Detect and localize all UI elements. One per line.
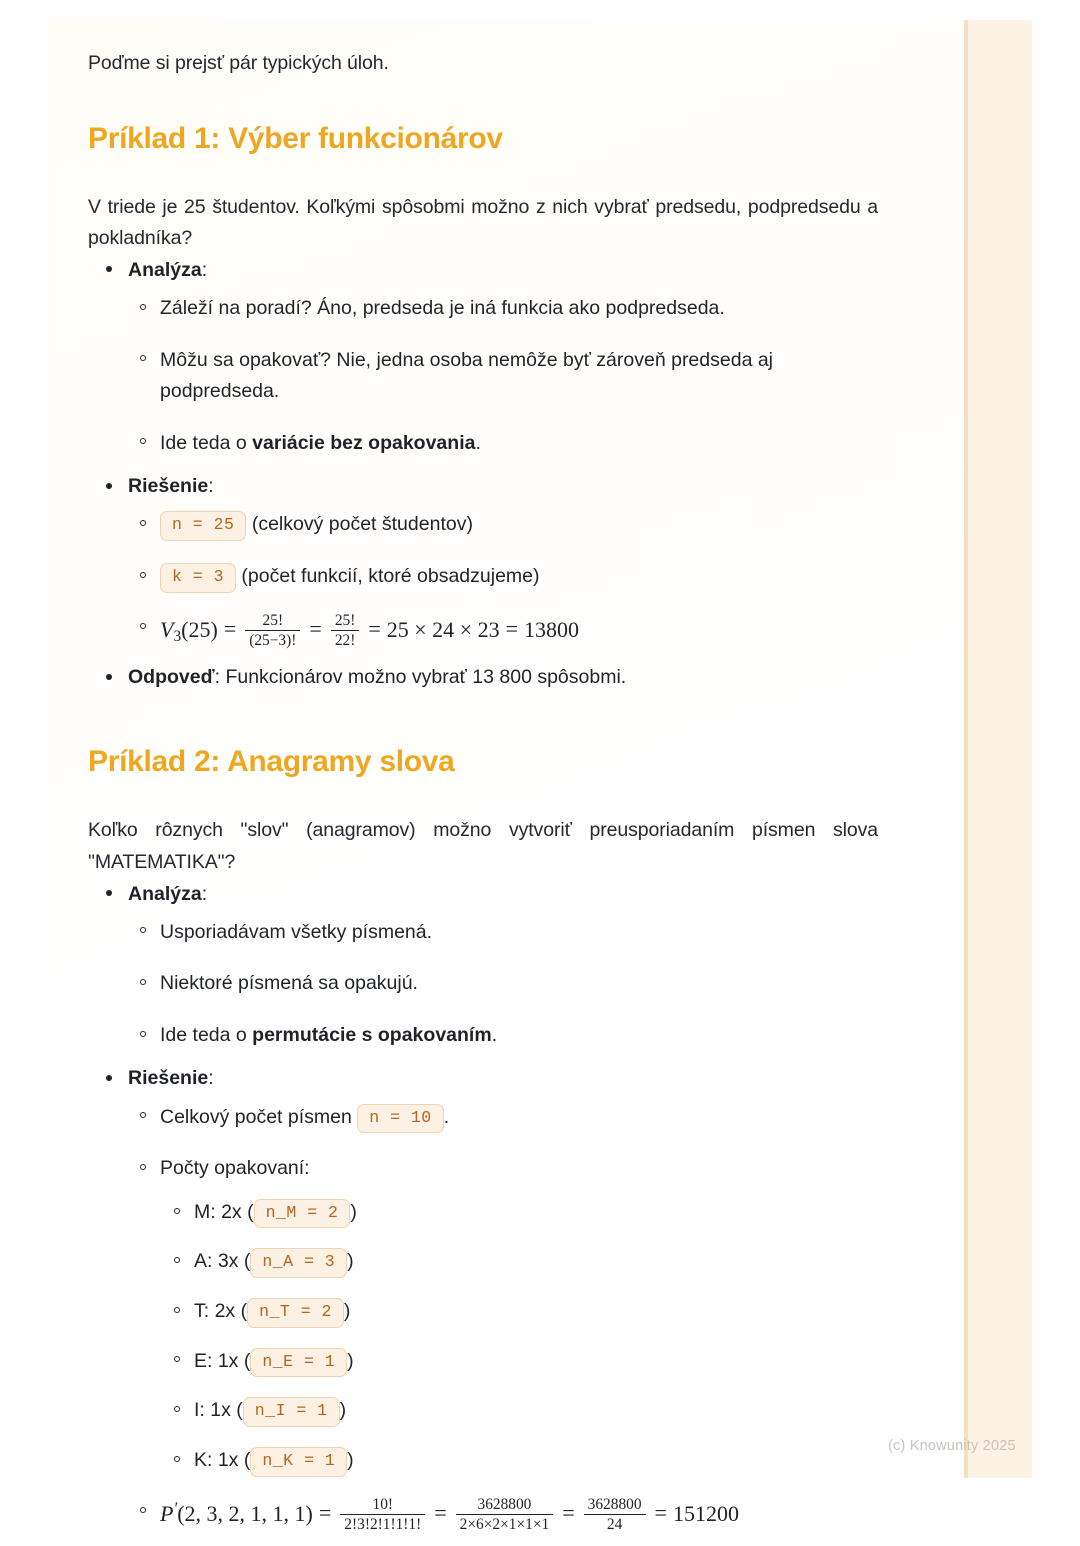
- bullet-circle-icon: [140, 1031, 146, 1037]
- code-note: (počet funkcií, ktoré obsadzujeme): [236, 565, 540, 588]
- letter-suffix: ): [347, 1250, 354, 1273]
- bullet-circle-icon: [174, 1208, 180, 1214]
- conclusion-term: permutácie s opakovaním: [252, 1023, 492, 1046]
- list-item: [128, 917, 878, 949]
- bullet-circle-icon: [174, 1356, 180, 1362]
- formula-equals: =: [434, 1500, 447, 1526]
- letter-suffix: ): [347, 1448, 354, 1471]
- code-chip-letter: n_T = 2: [247, 1298, 344, 1328]
- analysis-item-text: Niektoré písmená sa opakujú.: [160, 972, 418, 995]
- list-item: [160, 1296, 878, 1328]
- code-note: (celkový počet študentov): [246, 513, 473, 536]
- bullet-circle-icon: [140, 979, 146, 985]
- list-item: [128, 345, 878, 408]
- bullet-disc-icon: [106, 674, 112, 680]
- example-2-formula: [160, 1497, 739, 1535]
- formula-prime: ′: [173, 1497, 178, 1517]
- formula-fraction: [331, 612, 360, 650]
- letter-prefix: T: 2x (: [194, 1300, 248, 1323]
- bullet-disc-icon: [106, 266, 112, 272]
- total-letters-suffix: .: [443, 1105, 450, 1128]
- letter-counts-list: [160, 1197, 878, 1477]
- fraction-denominator: 24: [584, 1514, 646, 1533]
- formula-product: 25 × 24 × 23: [386, 616, 500, 642]
- bullet-circle-icon: [140, 304, 146, 310]
- letter-suffix: ): [339, 1399, 347, 1422]
- letter-prefix: A: 3x (: [194, 1250, 251, 1273]
- conclusion-term: variácie bez opakovania: [252, 431, 476, 454]
- solution-label: Riešenie: [128, 475, 209, 498]
- formula-argument: (2, 3, 2, 1, 1, 1): [177, 1500, 313, 1526]
- bullet-circle-icon: [140, 572, 146, 578]
- letter-prefix: I: 1x (: [194, 1399, 243, 1422]
- code-chip-k: k = 3: [160, 563, 236, 593]
- letter-prefix: K: 1x (: [194, 1448, 251, 1471]
- list-item: [128, 293, 878, 325]
- bullet-circle-icon: [174, 1257, 180, 1263]
- document-content: [88, 48, 878, 1546]
- analysis-item-text: Usporiadávam všetky písmená.: [160, 920, 433, 943]
- conclusion-suffix: .: [491, 1023, 498, 1046]
- bullet-circle-icon: [174, 1406, 180, 1412]
- bullet-circle-icon: [140, 1507, 146, 1513]
- fraction-denominator: (25−3)!: [245, 630, 300, 649]
- total-letters-prefix: Celkový počet písmen: [160, 1105, 358, 1128]
- formula-function: P: [160, 1500, 174, 1526]
- conclusion-prefix: Ide teda o: [160, 1023, 253, 1046]
- analysis-item-text: Môžu sa opakovať? Nie, jedna osoba nemôže byť zároveň predseda aj podpredseda.: [160, 348, 774, 403]
- list-item: [128, 613, 878, 651]
- list-item: [128, 1497, 878, 1535]
- code-chip-n-total: n = 10: [357, 1104, 443, 1134]
- lead-paragraph: Poďme si prejsť pár typických úloh.: [88, 52, 389, 74]
- solution-colon: :: [208, 1067, 214, 1090]
- analysis-label: Analýza: [128, 882, 202, 905]
- fraction-numerator: 25!: [262, 611, 284, 629]
- bullet-circle-icon: [140, 520, 146, 526]
- example-1-list: [88, 255, 878, 694]
- formula-argument: (25): [181, 616, 218, 642]
- list-item: [128, 509, 878, 541]
- fraction-denominator: 2!3!2!1!1!1!: [340, 1514, 425, 1533]
- letter-prefix: E: 1x (: [194, 1349, 251, 1372]
- example-1-analysis-sublist: [128, 293, 878, 459]
- code-chip-letter: n_E = 1: [250, 1348, 347, 1378]
- formula-equals: =: [368, 616, 381, 642]
- formula-fraction: [245, 612, 300, 650]
- fraction-numerator: 10!: [372, 1495, 394, 1513]
- formula-function: V: [160, 616, 174, 642]
- conclusion-suffix: .: [475, 431, 481, 454]
- formula-equals: =: [505, 616, 519, 642]
- bullet-circle-icon: [140, 438, 146, 444]
- list-item: [160, 1197, 878, 1229]
- formula-equals: =: [318, 1500, 332, 1526]
- example-2-analysis-item: [88, 879, 878, 1052]
- example-2-solution-sublist: [128, 1102, 878, 1534]
- analysis-item-text: Záleží na poradí? Áno, predseda je iná funkcia ako podpredseda.: [160, 296, 725, 319]
- example-2-heading: Príklad 2: Anagramy slova: [88, 745, 455, 779]
- example-1-solution-sublist: [128, 509, 878, 650]
- formula-result: 151200: [672, 1500, 739, 1526]
- bullet-disc-icon: [106, 890, 112, 896]
- code-chip-letter: n_I = 1: [243, 1397, 340, 1427]
- example-2-solution-item: [88, 1063, 878, 1534]
- analysis-colon: :: [201, 882, 208, 905]
- bullet-circle-icon: [174, 1456, 180, 1462]
- bullet-circle-icon: [140, 355, 146, 361]
- example-1-analysis-item: [88, 255, 878, 460]
- example-1-solution-item: [88, 471, 878, 650]
- list-item: [160, 1445, 878, 1477]
- code-chip-letter: n_M = 2: [254, 1199, 351, 1229]
- formula-equals: =: [562, 1500, 575, 1526]
- letter-suffix: ): [343, 1300, 351, 1323]
- list-item: [160, 1346, 878, 1378]
- fraction-denominator: 22!: [331, 630, 360, 649]
- solution-label: Riešenie: [128, 1067, 209, 1090]
- list-item: [160, 1246, 878, 1278]
- bullet-circle-icon: [174, 1307, 180, 1313]
- bullet-disc-icon: [106, 483, 112, 489]
- formula-result: 13800: [524, 616, 580, 642]
- letter-suffix: ): [347, 1349, 354, 1372]
- formula-equals: =: [223, 616, 237, 642]
- letter-suffix: ): [350, 1200, 357, 1223]
- formula-equals: =: [309, 616, 322, 642]
- list-item: [128, 968, 878, 1000]
- watermark: (c) Knowunity 2025: [888, 1438, 1016, 1454]
- list-item: [128, 1020, 878, 1052]
- list-item: [128, 1102, 878, 1134]
- example-1-formula: [160, 613, 579, 651]
- list-item: [128, 1153, 878, 1476]
- example-2-problem: Koľko rôznych "slov" (anagramov) možno vytvoriť preusporiadaním písmen slova "MATEMATIKA"?: [88, 819, 878, 873]
- solution-colon: :: [208, 475, 214, 498]
- analysis-label: Analýza: [128, 258, 202, 281]
- formula-subscript: 3: [173, 627, 182, 645]
- fraction-numerator: 25!: [334, 611, 356, 629]
- example-1-problem: V triede je 25 študentov. Koľkými spôsobmi možno z nich vybrať predsedu, podpredsedu a pokladníka?: [88, 195, 878, 250]
- example-1-answer-item: [88, 662, 878, 693]
- bullet-circle-icon: [140, 1112, 146, 1118]
- bullet-disc-icon: [106, 1075, 112, 1081]
- code-chip-letter: n_A = 3: [250, 1248, 347, 1278]
- list-item: [128, 561, 878, 593]
- formula-equals: =: [654, 1500, 667, 1526]
- conclusion-prefix: Ide teda o: [160, 431, 253, 454]
- list-item: [160, 1395, 878, 1427]
- bullet-circle-icon: [140, 1164, 146, 1170]
- example-2-analysis-sublist: [128, 917, 878, 1052]
- right-margin-strip: [968, 20, 1032, 1478]
- code-chip-letter: n_K = 1: [250, 1447, 347, 1477]
- counts-label: Počty opakovaní:: [160, 1157, 310, 1180]
- fraction-numerator: 3628800: [477, 1495, 532, 1513]
- answer-label: Odpoveď: [128, 666, 215, 689]
- bullet-circle-icon: [140, 927, 146, 933]
- example-2-list: [88, 879, 878, 1535]
- example-1-heading: Príklad 1: Výber funkcionárov: [88, 121, 503, 155]
- bullet-circle-icon: [140, 623, 146, 629]
- answer-text: : Funkcionárov možno vybrať 13 800 spôsobmi.: [214, 666, 627, 689]
- code-chip-n: n = 25: [160, 511, 246, 541]
- fraction-numerator: 3628800: [587, 1495, 642, 1513]
- list-item: [128, 428, 878, 460]
- letter-prefix: M: 2x (: [194, 1200, 254, 1223]
- analysis-colon: :: [201, 258, 208, 281]
- fraction-denominator: 2×6×2×1×1×1: [456, 1514, 554, 1533]
